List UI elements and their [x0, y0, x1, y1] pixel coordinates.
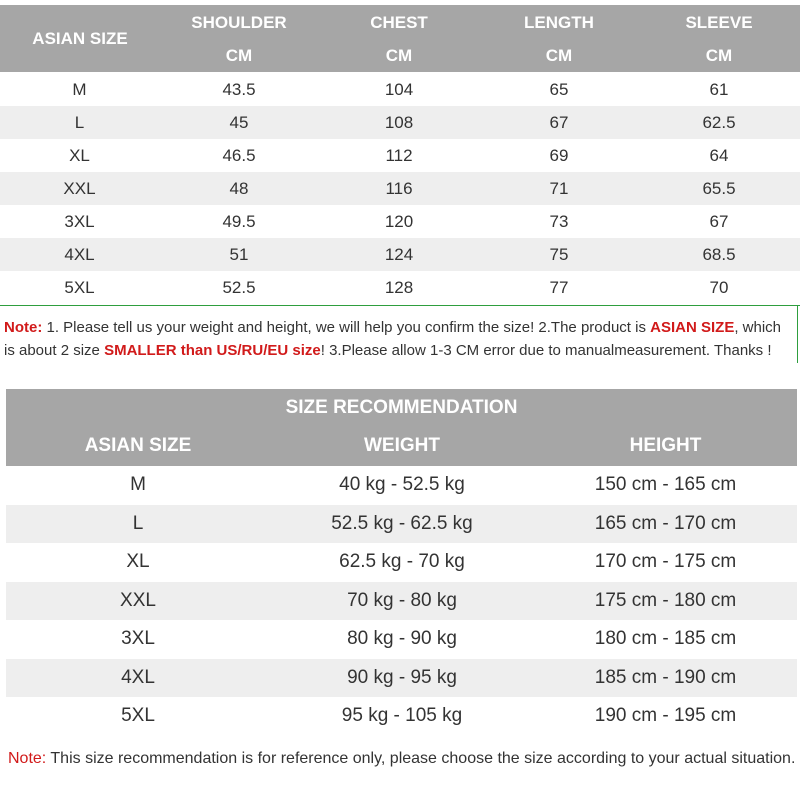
cell-chest: 128 [384, 277, 414, 297]
cell-sleeve: 67 [709, 211, 729, 231]
cell-length: 77 [549, 277, 569, 297]
cell-sleeve: 68.5 [702, 244, 736, 264]
cell-size: XL [69, 145, 90, 165]
cell-shoulder: 43.5 [222, 79, 256, 99]
divider [797, 305, 798, 363]
header-asian-size: ASIAN SIZE [84, 435, 192, 456]
table-row [6, 697, 797, 736]
cell-height: 190 cm - 195 cm [594, 705, 737, 727]
cell-weight: 90 kg - 95 kg [347, 666, 457, 688]
cell-chest: 120 [384, 211, 414, 231]
table-row [6, 543, 797, 582]
header-length-unit: CM [545, 46, 573, 65]
table-row [6, 659, 797, 698]
size-note [4, 316, 794, 362]
cell-sleeve: 70 [709, 277, 729, 297]
cell-weight: 95 kg - 105 kg [341, 705, 463, 727]
cell-height: 175 cm - 180 cm [594, 589, 737, 611]
header-chest-unit: CM [385, 46, 413, 65]
note-text: ! 3.Please allow 1-3 CM error due to manualmeasurement. Thanks ! [320, 342, 772, 359]
cell-size: 5XL [121, 705, 155, 727]
cell-sleeve: 64 [709, 145, 729, 165]
cell-chest: 124 [384, 244, 414, 264]
note-highlight-smaller: SMALLER than US/RU/EU size [104, 342, 321, 359]
note-text: This size recommendation is for reference only, please choose the size according to your actual situation. [46, 750, 796, 767]
cell-shoulder: 52.5 [222, 277, 256, 297]
table-row [6, 620, 797, 659]
size-chart-table [0, 0, 800, 306]
cell-length: 71 [549, 178, 569, 198]
cell-size: XXL [120, 589, 156, 611]
header-length: LENGTH [524, 13, 594, 32]
note-text: 1. Please tell us your weight and height, we will help you confirm the size! 2.The product is [42, 319, 651, 336]
cell-weight: 70 kg - 80 kg [347, 589, 457, 611]
cell-size: XXL [63, 178, 96, 198]
cell-length: 73 [549, 211, 569, 231]
cell-chest: 112 [385, 145, 413, 165]
cell-height: 185 cm - 190 cm [594, 666, 737, 688]
table-row [6, 582, 797, 621]
cell-size: M [130, 474, 146, 496]
table-row [0, 205, 800, 238]
table-row [0, 106, 800, 139]
header-asian-size: ASIAN SIZE [32, 29, 128, 48]
cell-shoulder: 46.5 [222, 145, 256, 165]
recommendation-note [8, 746, 796, 772]
cell-size: 3XL [64, 211, 95, 231]
table-row [0, 238, 800, 271]
header-weight: WEIGHT [364, 435, 440, 456]
cell-shoulder: 49.5 [222, 211, 256, 231]
note-label: Note: [4, 319, 43, 336]
cell-weight: 52.5 kg - 62.5 kg [331, 512, 473, 534]
cell-size: 4XL [64, 244, 95, 264]
cell-weight: 40 kg - 52.5 kg [339, 474, 465, 496]
table-row [6, 466, 797, 505]
cell-size: 3XL [121, 628, 155, 650]
note-label: Note: [8, 750, 47, 767]
cell-height: 165 cm - 170 cm [594, 512, 737, 534]
cell-sleeve: 65.5 [702, 178, 736, 198]
cell-shoulder: 51 [229, 244, 249, 264]
divider [0, 305, 800, 306]
table-row [0, 139, 800, 172]
cell-size: L [132, 512, 144, 534]
cell-chest: 116 [385, 178, 413, 198]
table-row [6, 505, 797, 544]
cell-height: 170 cm - 175 cm [594, 551, 737, 573]
cell-size: 4XL [121, 666, 155, 688]
cell-size: M [72, 79, 87, 99]
cell-sleeve: 62.5 [702, 112, 736, 132]
table-row [0, 271, 800, 304]
cell-height: 150 cm - 165 cm [594, 474, 737, 496]
recommendation-header [6, 389, 797, 466]
header-sleeve-unit: CM [705, 46, 733, 65]
note-text: , which is about 2 size [4, 319, 782, 359]
cell-weight: 80 kg - 90 kg [347, 628, 457, 650]
size-chart-header [0, 5, 800, 72]
note-highlight-asian-size: ASIAN SIZE [650, 319, 735, 336]
cell-chest: 104 [384, 79, 414, 99]
cell-weight: 62.5 kg - 70 kg [339, 551, 465, 573]
cell-size: XL [126, 551, 150, 573]
table-row [0, 73, 800, 106]
cell-length: 69 [549, 145, 569, 165]
header-chest: CHEST [370, 13, 428, 32]
cell-length: 65 [549, 79, 569, 99]
header-sleeve: SLEEVE [685, 13, 753, 32]
header-shoulder: SHOULDER [191, 13, 287, 32]
header-shoulder-unit: CM [225, 46, 253, 65]
cell-size: 5XL [64, 277, 95, 297]
header-height: HEIGHT [629, 435, 702, 456]
cell-shoulder: 48 [229, 178, 249, 198]
cell-length: 75 [549, 244, 569, 264]
cell-length: 67 [549, 112, 569, 132]
cell-chest: 108 [384, 112, 414, 132]
recommendation-title: SIZE RECOMMENDATION [285, 397, 518, 418]
cell-height: 180 cm - 185 cm [594, 628, 737, 650]
table-row [0, 172, 800, 205]
cell-sleeve: 61 [709, 79, 729, 99]
cell-size: L [74, 112, 85, 132]
cell-shoulder: 45 [229, 112, 249, 132]
